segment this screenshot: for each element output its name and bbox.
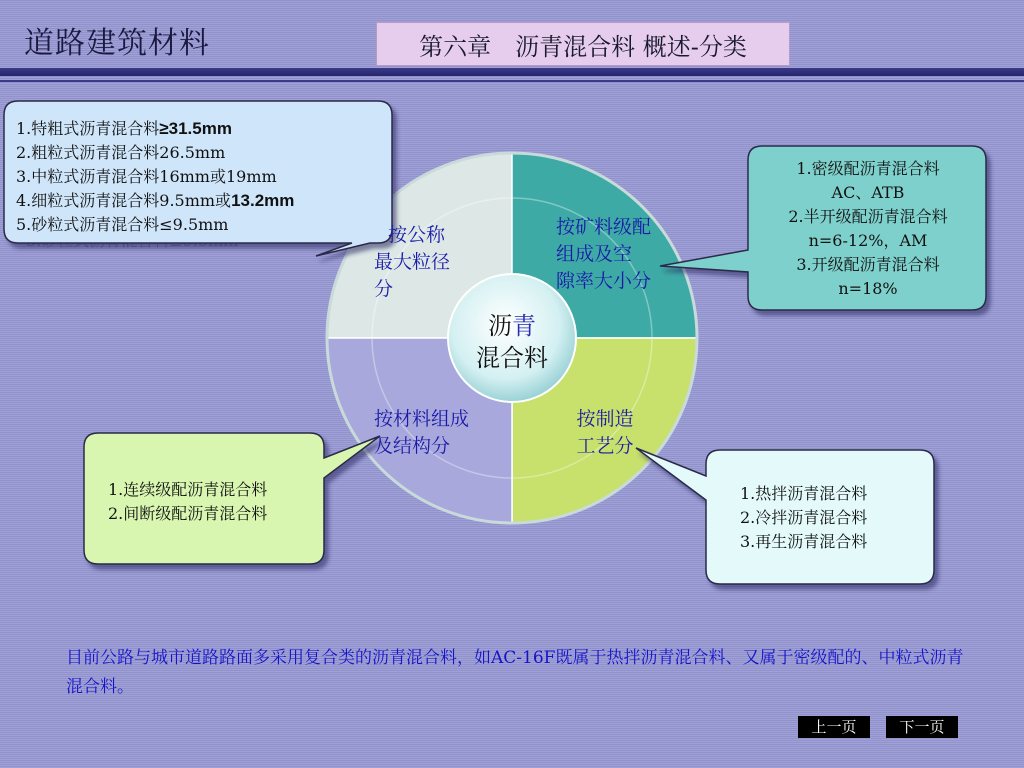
callout-process-item: 1.热拌沥青混合料 [740, 484, 868, 503]
quadrant-label-line: 及结构分 [374, 435, 451, 457]
callout-structure-item: 2.间断级配沥青混合料 [108, 504, 268, 523]
callout-size-item: 4.细粒式沥青混合料9.5mm或13.2mm [16, 191, 295, 210]
hub-label-line2: 混合料 [476, 344, 548, 372]
callout-gradation-item: n=18% [838, 279, 898, 298]
quadrant-label-size-rest [374, 249, 450, 303]
quadrant-label-line: 组成及空 [556, 243, 633, 265]
quadrant-label-gradation [556, 214, 651, 295]
callout-structure-item: 1.连续级配沥青混合料 [108, 480, 268, 499]
quadrant-label-line: 隙率大小分 [556, 270, 652, 292]
callout-gradation-item: AC、ATB [831, 183, 905, 202]
hub-label-char: 沥 [488, 312, 512, 340]
hub-label [464, 310, 560, 374]
hub-label-char-blue: 青 [512, 312, 536, 340]
callout-gradation-item: n=6-12%，AM [808, 231, 928, 250]
quadrant-label-line: 按材料组成 [374, 408, 470, 430]
footnote-text: 目前公路与城市道路路面多采用复合类的沥青混合料，如AC-16F既属于热拌沥青混合料、又属于密级配的、中粒式沥青混合料。 [66, 648, 964, 697]
callout-process-item: 2.冷拌沥青混合料 [740, 508, 868, 527]
callout-structure-text [108, 478, 267, 526]
quadrant-label-process [560, 406, 650, 460]
callout-gradation-item: 3.开级配沥青混合料 [796, 255, 940, 274]
quadrant-label-size [388, 222, 445, 249]
callout-gradation-item: 2.半开级配沥青混合料 [788, 207, 948, 226]
quadrant-label-line: 工艺分 [576, 435, 634, 457]
quadrant-label-line: 分 [374, 278, 394, 300]
callout-process-text [740, 482, 867, 554]
callout-gradation-text [760, 157, 976, 301]
chapter-title: 第六章 沥青混合料 概述-分类 [376, 22, 790, 66]
quadrant-label-structure [374, 406, 469, 460]
next-page-button[interactable]: 下一页 [886, 716, 958, 738]
callout-size-item: 2.粗粒式沥青混合料26.5mm [16, 143, 226, 162]
prev-page-button[interactable]: 上一页 [798, 716, 870, 738]
callout-size-text [16, 117, 294, 237]
callout-gradation-item: 1.密级配沥青混合料 [796, 159, 940, 178]
course-title: 道路建筑材料 [24, 26, 210, 61]
callout-size-item: 5.砂粒式沥青混合料≤9.5mm [16, 215, 229, 234]
callout-size-item: 3.中粒式沥青混合料16mm或19mm [16, 167, 277, 186]
callout-size-item: 1.特粗式沥青混合料≥31.5mm [16, 119, 232, 138]
quadrant-label-line: 按矿料级配 [556, 216, 652, 238]
quadrant-label-line: 按制造 [576, 408, 634, 430]
quadrant-label-line: 按公称 [388, 224, 446, 246]
callout-process-item: 3.再生沥青混合料 [740, 532, 868, 551]
quadrant-label-line: 最大粒径 [374, 251, 451, 273]
